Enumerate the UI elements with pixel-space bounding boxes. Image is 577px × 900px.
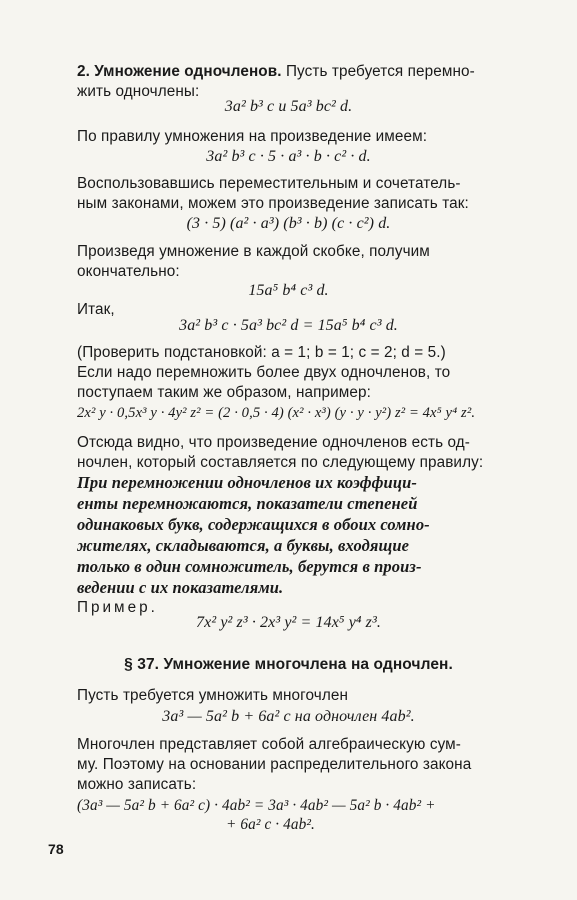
subsection-title: 2. Умножение одночленов. [77,63,282,80]
rule-text-line: При перемножении одночленов их коэффици- [77,473,417,492]
text-line: (Проверить подстановкой: a = 1; b = 1; c = 2; d = 5.) [77,344,446,361]
formula: 15a⁵ b⁴ c³ d. [248,282,329,299]
text-line: ным законами, можем это произведение записать так: [77,195,469,212]
text-line: Отсюда видно, что произведение одночленов есть од- [77,434,471,451]
rule-text-line: жителях, складываются, а буквы, входящие [77,536,410,555]
rule-text-line: ведении с их показателями. [77,578,284,597]
rule-text-line: енты перемножаются, показатели степеней [77,494,418,513]
example-label: Пример. [77,599,158,616]
text-line: Если надо перемножить более двух одночленов, то [77,364,451,381]
formula: (3a³ — 5a² b + 6a² c) · 4ab² = 3a³ · 4ab² — 5a² b · 4ab² + [77,797,436,814]
text-line: По правилу умножения на произведение имеем: [77,128,428,145]
section-heading: § 37. Умножение многочлена на одночлен. [124,656,453,673]
formula: 2x² y · 0,5x³ y · 4y² z² = (2 · 0,5 · 4) (x² · x³) (y · y · y²) z² = 4x⁵ y⁴ z². [77,405,476,421]
formula: 3a² b³ c · 5 · a³ · b · c² · d. [206,148,371,165]
text-line: Многочлен представляет собой алгебраическую сум- [77,736,461,753]
text-line: ночлен, который составляется по следующему правилу: [77,454,484,471]
formula: 7x² y² z³ · 2x³ y² = 14x⁵ y⁴ z³. [196,614,381,631]
text-line: му. Поэтому на основании распределительного закона [77,756,472,773]
rule-text-line: только в один сомножитель, берутся в произ- [77,557,422,576]
text-line: Воспользовавшись переместительным и сочетатель- [77,175,461,192]
text-line: окончательно: [77,263,180,280]
text-line: Пусть требуется умножить многочлен [77,687,349,704]
text-line: Итак, [77,301,115,318]
page-number: 78 [48,841,64,857]
text-line: Произведя умножение в каждой скобке, получим [77,243,430,260]
formula: 3a² b³ c и 5a³ bc² d. [224,98,353,115]
text-line: 2. Умножение одночленов. Пусть требуется перемно- [77,63,475,80]
formula: + 6a² c · 4ab². [226,816,315,833]
text-line: можно записать: [77,776,197,793]
formula: (3 · 5) (a² · a³) (b³ · b) (c · c²) d. [186,215,391,232]
text-line: поступаем таким же образом, например: [77,384,371,401]
text-line: жить одночлены: [77,83,200,100]
rule-text-line: одинаковых букв, содержащихся в обоих сомно- [77,515,430,534]
formula: 3a³ — 5a² b + 6a² c на одночлен 4ab². [162,708,415,725]
formula: 3a² b³ c · 5a³ bc² d = 15a⁵ b⁴ c³ d. [179,317,398,334]
